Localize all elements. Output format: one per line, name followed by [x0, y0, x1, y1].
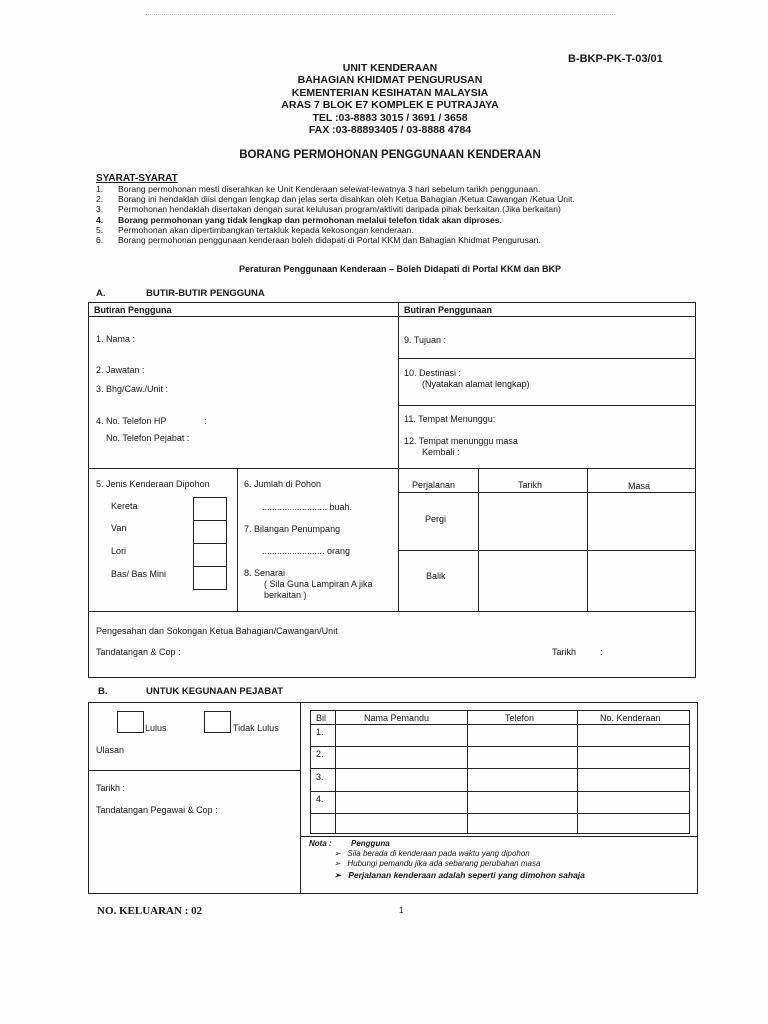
tidak-lulus-label: Tidak Lulus	[233, 723, 279, 733]
header-line-kementerian: KEMENTERIAN KESIHATAN MALAYSIA	[291, 86, 489, 99]
pemandu-row-line-3	[310, 791, 690, 792]
header-row-line	[88, 316, 696, 317]
arrow-icon: ➢	[334, 870, 342, 880]
nama-pemandu-header: Nama Pemandu	[364, 713, 430, 723]
syarat-item-5: 5. Permohonan akan dipertimbangkan tertakluk kepada kekosongan kenderaan.	[96, 224, 414, 235]
arrow-icon: ➢	[334, 859, 341, 868]
header-line-bahagian: BAHAGIAN KHIDMAT PENGURUSAN	[297, 74, 483, 87]
col-butiran-penggunaan: Butiran Penggunaan	[404, 305, 493, 315]
pengesahan-tarikh-colon: :	[600, 647, 603, 657]
section-a-letter: A.	[96, 288, 106, 299]
pemandu-row-line-2	[310, 768, 690, 769]
checkbox-tidak-lulus[interactable]	[204, 711, 231, 733]
syarat-item-6: 6. Borang permohonan penggunaan kenderaan boleh didapati di Portal KKM dan Bahagian Khidmat Pengurusan.	[96, 235, 541, 246]
field-telefon-hp[interactable]: 4. No. Telefon HP	[96, 416, 167, 426]
jenis-title: 5. Jenis Kenderaan Dipohon	[96, 479, 210, 489]
pemandu-col-2	[467, 710, 468, 834]
masa-header: Masa	[628, 481, 651, 491]
field-tempat-kembali[interactable]: 12. Tempat menunggu masa	[404, 436, 518, 446]
checkbox-van[interactable]	[193, 520, 227, 544]
checkbox-kereta[interactable]	[193, 497, 227, 521]
pergi-balik-line	[398, 550, 696, 551]
header-line-fax: FAX :03-88893405 / 03-8888 4784	[308, 124, 472, 137]
bilangan-input[interactable]: ......................... orang	[262, 546, 351, 556]
row-5-line	[88, 468, 696, 469]
syarat-item-3: 3. Permohonan hendaklah disertakan dengan surat kelulusan program/aktiviti daripada pihak berkaitan.(Jika berkaitan)	[96, 204, 561, 215]
perjalanan-header: Perjalanan	[412, 480, 456, 490]
pengesahan-tarikh-field[interactable]: Tarikh	[552, 647, 577, 657]
syarat-heading: SYARAT-SYARAT	[96, 173, 178, 184]
pemandu-row-line-1	[310, 746, 690, 747]
nota-label: Nota :	[309, 839, 332, 848]
section-b-divider	[300, 702, 301, 894]
header-line-address: ARAS 7 BLOK E7 KOMPLEK E PUTRAJAYA	[281, 99, 499, 112]
pemandu-row-line-4	[310, 813, 690, 814]
checkbox-lori[interactable]	[193, 543, 227, 567]
header-line-tel: TEL :03-8883 3015 / 3691 / 3658	[312, 111, 468, 124]
section-b-title: UNTUK KEGUNAAN PEJABAT	[146, 686, 284, 697]
checkbox-bas[interactable]	[193, 566, 227, 590]
field-telefon-hp-colon: :	[204, 416, 207, 426]
b-tandatangan-field[interactable]: Tandatangan Pegawai & Cop :	[96, 805, 218, 815]
ulasan-line	[88, 770, 300, 771]
section-a-center-divider	[398, 302, 399, 611]
pengesahan-line	[88, 611, 696, 612]
field-destinasi[interactable]: 10. Destinasi :	[404, 368, 462, 378]
form-title: BORANG PERMOHONAN PENGGUNAAN KENDERAAN	[239, 149, 541, 161]
bilangan-title: 7. Bilangan Penumpang	[244, 524, 341, 534]
bil-header: Bil	[316, 713, 327, 723]
section-b-letter: B.	[98, 686, 108, 697]
section-a-title: BUTIR-BUTIR PENGGUNA	[146, 288, 265, 299]
jumlah-input[interactable]: .......................... buah.	[262, 502, 353, 512]
tarikh-header: Tarikh	[518, 480, 543, 490]
b-tarikh-field[interactable]: Tarikh :	[96, 783, 126, 793]
no-kenderaan-header: No. Kenderaan	[600, 713, 661, 723]
jenis-van-label: Van	[111, 523, 127, 533]
syarat-list	[96, 184, 575, 245]
pemandu-col-3	[577, 710, 578, 834]
syarat-item-1: 1. Borang permohonan mesti diserahkan ke Unit Kenderaan selewat-lewatnya 3 hari sebelum tarikh penggunaan.	[96, 184, 541, 194]
tarikh-masa-divider	[587, 468, 588, 611]
field-nama[interactable]: 1. Nama :	[96, 334, 136, 344]
col-butiran-pengguna: Butiran Pengguna	[94, 305, 172, 315]
jenis-lori-label: Lori	[111, 546, 127, 556]
jenis-jumlah-divider	[237, 468, 238, 611]
syarat-item-2: 2. Borang ini hendaklah diisi dengan lengkap dan jelas serta disahkan oleh Ketua Bahagian /Ketua Cawangan /Ketua Unit.	[96, 194, 575, 205]
row-1-bil: 1.	[316, 727, 324, 737]
field-tempat-kembali-2: Kembali :	[422, 447, 460, 457]
senarai-title: 8. Senarai	[244, 568, 286, 578]
pergi-label: Pergi	[425, 514, 447, 524]
senarai-note-2: berkaitan )	[264, 590, 307, 600]
senarai-note-1: ( Sila Guna Lampiran A jika	[264, 579, 373, 589]
keluaran-label: NO. KELUARAN : 02	[97, 905, 203, 917]
pemandu-table	[310, 710, 690, 834]
nota-title: Pengguna	[351, 839, 390, 848]
destinasi-line	[398, 405, 696, 406]
pemandu-header-line	[310, 724, 690, 725]
jenis-kereta-label: Kereta	[111, 501, 138, 511]
jenis-bas-label: Bas/ Bas Mini	[111, 569, 167, 579]
destinasi-note: (Nyatakan alamat lengkap)	[422, 379, 530, 389]
nota-item-2: ➢ Hubungi pemandu jika ada sebarang perubahan masa	[334, 859, 541, 868]
tandatangan-cop-field[interactable]: Tandatangan & Cop :	[96, 647, 181, 657]
page-number: 1	[399, 906, 404, 915]
row-3-bil: 3.	[316, 772, 324, 782]
field-tempat-menunggu[interactable]: 11. Tempat Menunggu:	[404, 414, 496, 424]
row-4-bil: 4.	[316, 794, 324, 804]
nota-top-line	[300, 836, 698, 837]
jumlah-title: 6. Jumlah di Pohon	[244, 479, 322, 489]
field-tujuan[interactable]: 9. Tujuan :	[404, 335, 447, 345]
balik-label: Balik	[426, 571, 446, 581]
lulus-label: Lulus	[145, 723, 167, 733]
perjalanan-header-line	[398, 492, 696, 493]
peraturan-note: Peraturan Penggunaan Kenderaan – Boleh Didapati di Portal KKM dan BKP	[238, 264, 562, 274]
telefon-header: Telefon	[505, 713, 535, 723]
perjalanan-tarikh-divider	[478, 468, 479, 611]
checkbox-lulus[interactable]	[117, 711, 144, 733]
form-code: B-BKP-PK-T-03/01	[568, 53, 663, 65]
field-telefon-pejabat[interactable]: No. Telefon Pejabat :	[106, 433, 190, 443]
arrow-icon: ➢	[334, 849, 341, 858]
field-bhg[interactable]: 3. Bhg/Caw./Unit :	[96, 384, 169, 394]
field-jawatan[interactable]: 2. Jawatan :	[96, 365, 145, 375]
pengesahan-label: Pengesahan dan Sokongan Ketua Bahagian/Cawangan/Unit	[96, 626, 338, 636]
tujuan-line	[398, 358, 696, 359]
header-line-unit: UNIT KENDERAAN	[342, 62, 438, 74]
top-scan-edge	[145, 14, 615, 15]
row-2-bil: 2.	[316, 749, 324, 759]
nota-item-3: ➢ Perjalanan kenderaan adalah seperti yang dimohon sahaja	[334, 870, 585, 880]
header-block	[200, 62, 580, 136]
pemandu-col-1	[335, 710, 336, 834]
syarat-item-4: 4. Borang permohonan yang tidak lengkap dan permohonan melalui telefon tidak akan diproses.	[96, 214, 502, 225]
nota-item-1: ➢ Sila berada di kenderaan pada waktu yang dipohon	[334, 849, 530, 858]
ulasan-field[interactable]: Ulasan	[96, 745, 125, 755]
